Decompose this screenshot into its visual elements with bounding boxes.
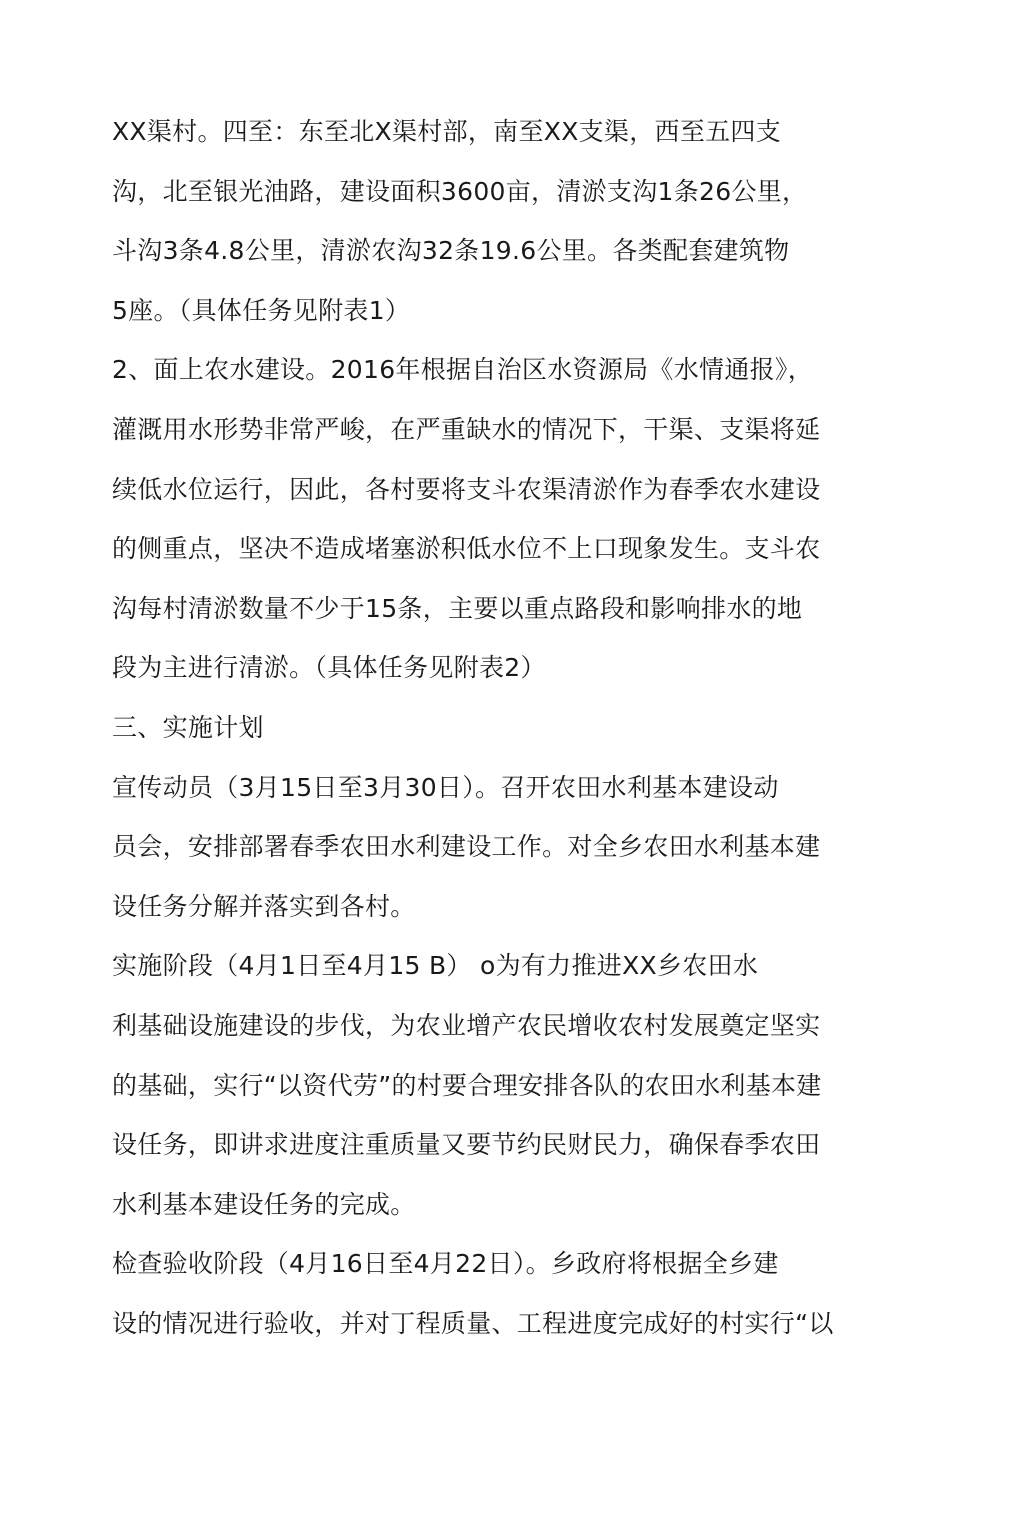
- text-line: 实施阶段（4月1日至4月15 B） o为有力推进XX乡农田水: [112, 951, 759, 981]
- text-line: 沟，北至银光油路，建设面积3600亩，清淤支沟1条26公里，: [112, 176, 808, 206]
- text-line: 灌溉用水形势非常严峻，在严重缺水的情况下，干渠、支渠将延: [112, 414, 821, 444]
- section-heading: 三、实施计划: [112, 712, 264, 742]
- text-line: 的基础，实行“以资代劳”的村要合理安排各队的农田水利基本建: [112, 1070, 822, 1100]
- text-line: 利基础设施建设的步伐，为农业增产农民增收农村发展奠定坚实: [112, 1010, 821, 1040]
- text-line: 2、面上农水建设。2016年根据自治区水资源局《水情通报》，: [112, 355, 814, 385]
- text-line: 沟每村清淤数量不少于15条，主要以重点路段和影响排水的地: [112, 593, 803, 623]
- text-line: 水利基本建设任务的完成。: [112, 1189, 416, 1219]
- text-line: XX渠村。四至：东至北X渠村部，南至XX支渠，西至五四支: [112, 117, 782, 146]
- text-line: 员会，安排部署春季农田水利建设工作。对全乡农田水利基本建: [112, 832, 821, 862]
- text-line: 设任务分解并落实到各村。: [112, 891, 416, 921]
- text-line: 宣传动员（3月15日至3月30日）。召开农田水利基本建设动: [112, 772, 779, 802]
- text-line: 斗沟3条4.8公里，清淤农沟32条19.6公里。各类配套建筑物: [112, 236, 790, 266]
- text-line: 检查验收阶段（4月16日至4月22日）。乡政府将根据全乡建: [112, 1249, 779, 1279]
- text-line: 的侧重点，坚决不造成堵塞淤积低水位不上口现象发生。支斗农: [112, 534, 821, 564]
- text-line: 5座。（具体任务见附表1）: [112, 295, 411, 325]
- text-line: 设的情况进行验收，并对丁程质量、工程进度完成好的村实行“以: [112, 1308, 834, 1338]
- text-line: 设任务，即讲求进度注重质量又要节约民财民力，确保春季农田: [112, 1130, 821, 1160]
- document-body: [112, 108, 912, 1359]
- text-line: 段为主进行清淤。（具体任务见附表2）: [112, 653, 546, 683]
- text-line: 续低水位运行，因此，各村要将支斗农渠清淤作为春季农水建设: [112, 474, 821, 504]
